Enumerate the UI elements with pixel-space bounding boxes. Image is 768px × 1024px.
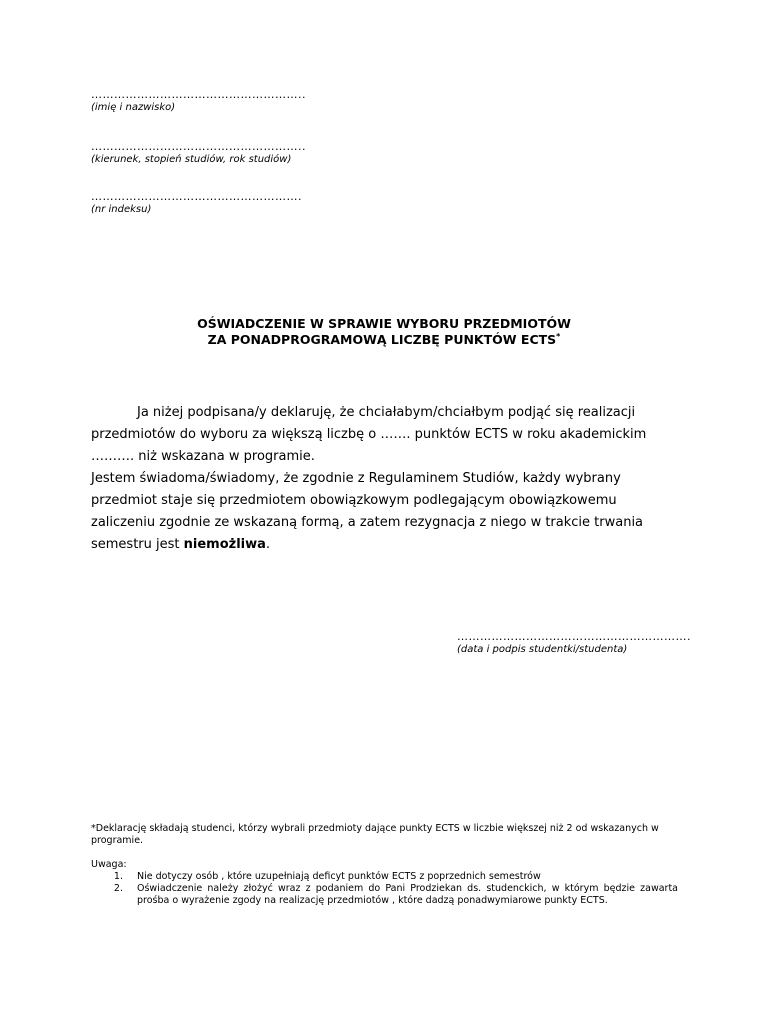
list-item bbox=[91, 883, 678, 907]
notes-section bbox=[91, 859, 678, 907]
title-line-2 bbox=[0, 332, 768, 348]
notes-heading: Uwaga: bbox=[91, 859, 127, 870]
list-item-number: 1. bbox=[113, 871, 123, 882]
declaration-paragraph-1-text: Ja niżej podpisana/y deklaruję, że chciałabym/chciałbym podjąć się realizacji przedmiotów do wyboru za większą liczbę o ……. punktów ECTS w roku akademickim ………. niż wskazana w programie. bbox=[91, 405, 647, 464]
list-item-number: 2. bbox=[113, 883, 123, 894]
footnote: *Deklarację składają studenci, którzy wybrali przedmioty dające punkty ECTS w liczbie większej niż 2 od wskazanych w programie. bbox=[91, 823, 659, 846]
declaration-paragraph-2 bbox=[91, 468, 651, 556]
declaration-paragraph-2-start: Jestem świadoma/świadomy, że zgodnie z Regulaminem Studiów, każdy wybrany przedmiot staje się przedmiotem obowiązkowym podlegającym obowiązkowemu zaliczeniu zgodnie ze wskazaną formą, a zatem rezygnacja z niego w trakcie trwania semestru jest bbox=[91, 471, 644, 552]
declaration-paragraph-2-end: . bbox=[265, 537, 271, 552]
notes-list bbox=[91, 871, 678, 907]
title-line-2-text: ZA PONADPROGRAMOWĄ LICZBĘ PUNKTÓW ECTS bbox=[207, 332, 557, 347]
study-field-line: ……………………………………………….. bbox=[91, 140, 306, 153]
list-item bbox=[91, 871, 678, 883]
signature-label: (data i podpis studentki/studenta) bbox=[457, 644, 628, 655]
list-item-text: Nie dotyczy osób , które uzupełniają deficyt punktów ECTS z poprzednich semestrów bbox=[137, 871, 541, 882]
declaration-emphasis: niemożliwa bbox=[183, 537, 266, 552]
name-field bbox=[91, 88, 306, 114]
declaration-paragraph-1 bbox=[91, 402, 651, 468]
study-field-label: (kierunek, stopień studiów, rok studiów) bbox=[91, 154, 292, 165]
name-field-label: (imię i nazwisko) bbox=[91, 102, 176, 113]
signature-line: ……………………………………………………. bbox=[457, 630, 691, 643]
index-field-label: (nr indeksu) bbox=[91, 204, 152, 215]
list-item-text: Oświadczenie należy złożyć wraz z podaniem do Pani Prodziekan ds. studenckich, w którym będzie zawarta prośba o wyrażenie zgody na realizację przedmiotów , które dadzą ponadwymiarowe punkty ECTS. bbox=[137, 883, 678, 906]
declaration-body bbox=[91, 402, 651, 556]
title-line-1: OŚWIADCZENIE W SPRAWIE WYBORU PRZEDMIOTÓW bbox=[197, 316, 571, 331]
index-field-line: ………………………………………………. bbox=[91, 190, 302, 203]
signature-field bbox=[457, 630, 691, 656]
study-field bbox=[91, 140, 306, 166]
index-field bbox=[91, 190, 302, 216]
document-title bbox=[0, 316, 768, 348]
title-footnote-mark: * bbox=[556, 331, 561, 341]
name-field-line: ……………………………………………….. bbox=[91, 88, 306, 101]
